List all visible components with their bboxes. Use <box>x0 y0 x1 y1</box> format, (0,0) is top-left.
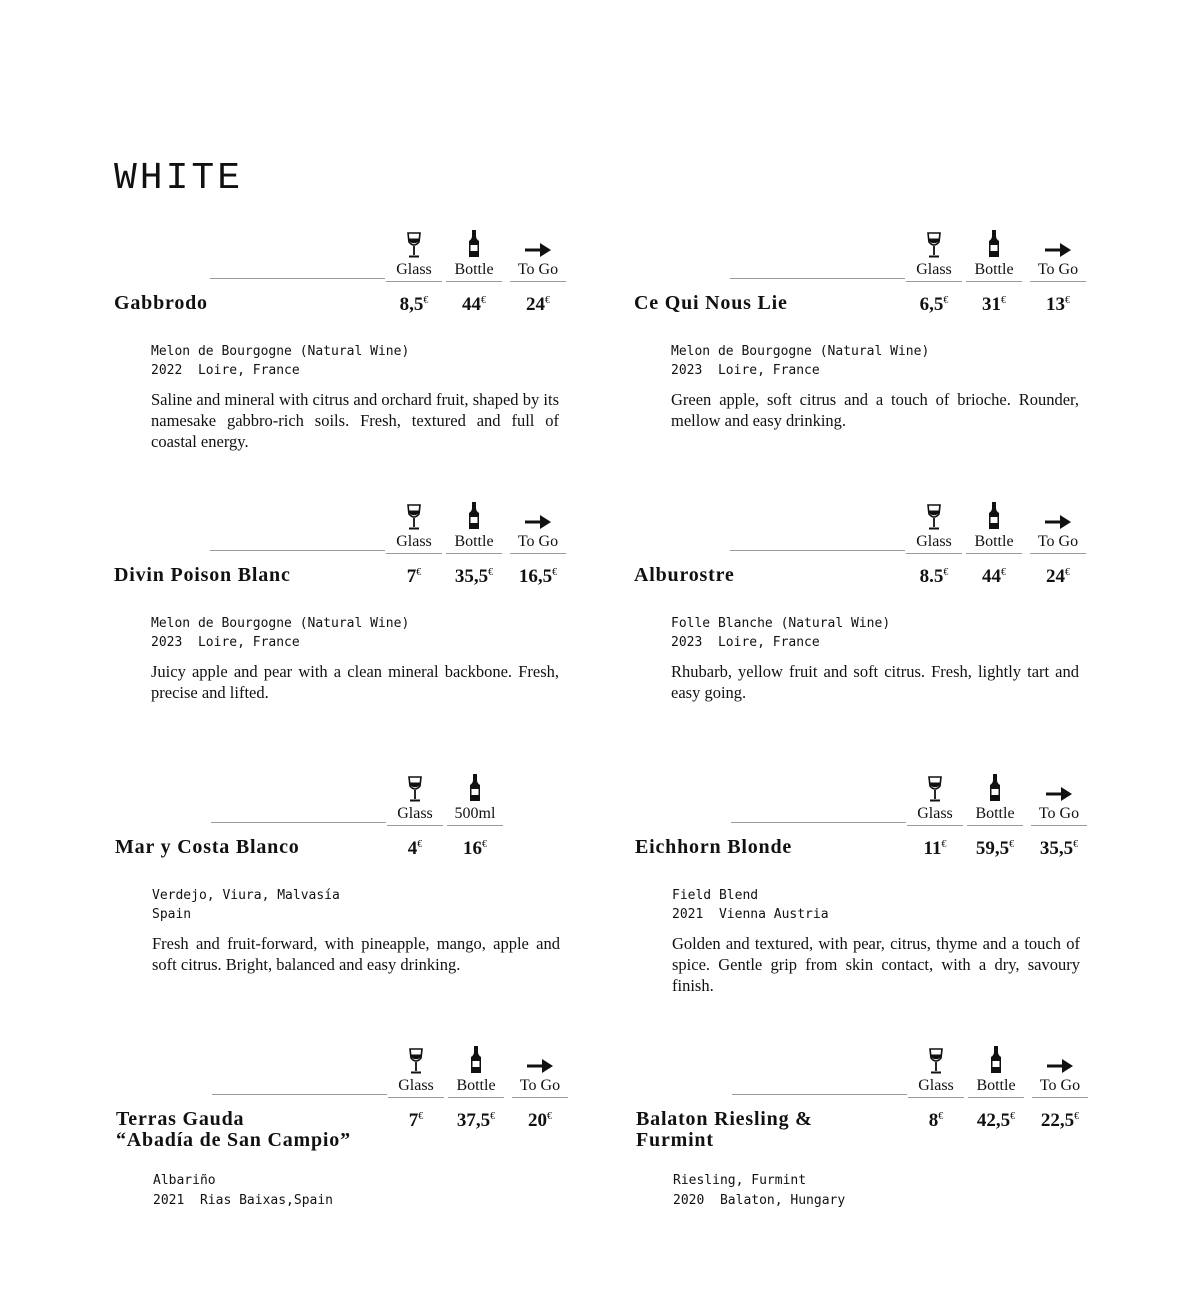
togo-price: 24€ <box>1046 566 1070 587</box>
grape-variety: Melon de Bourgogne (Natural Wine) <box>151 344 410 359</box>
glass-price: 7€ <box>406 566 422 587</box>
tasting-note: Juicy apple and pear with a clean mineral backbone. Fresh, precise and lifted. <box>151 662 559 702</box>
arrow-right-icon <box>1030 500 1086 530</box>
glass-label: Glass <box>906 532 962 554</box>
wine-name: Gabbrodo <box>114 292 208 314</box>
glass-price: 8,5€ <box>399 294 429 315</box>
togo-label: To Go <box>510 532 566 554</box>
glass-label: Glass <box>906 260 962 282</box>
glass-column <box>386 228 442 316</box>
bottle-column <box>446 500 502 588</box>
togo-column <box>510 228 566 316</box>
togo-column <box>1030 228 1086 316</box>
grape-variety: Folle Blanche (Natural Wine) <box>671 616 891 631</box>
wine-name <box>116 1109 391 1151</box>
glass-label: Glass <box>907 804 963 826</box>
wine-item-balaton-riesling-furmint <box>636 1044 1096 1294</box>
vintage-origin: 2022 Loire, France <box>151 363 300 378</box>
wine-item-eichhorn-blonde <box>635 772 1095 1022</box>
wine-glass-icon <box>906 228 962 258</box>
wine-name <box>636 1109 911 1151</box>
wine-item-ce-qui-nous-lie <box>634 228 1094 478</box>
bottle-label: Bottle <box>966 260 1022 282</box>
bottle-column <box>968 1044 1024 1132</box>
divider-rule <box>212 1094 387 1095</box>
bottle-price: 59,5€ <box>975 838 1015 859</box>
half-bottle-column <box>447 772 503 860</box>
togo-price: 20€ <box>528 1110 552 1131</box>
tasting-note: Rhubarb, yellow fruit and soft citrus. Fresh, lightly tart and easy going. <box>671 662 1079 702</box>
wine-name: Ce Qui Nous Lie <box>634 292 788 314</box>
glass-column <box>906 500 962 588</box>
glass-price: 7€ <box>408 1110 424 1131</box>
vintage-origin: 2021 Vienna Austria <box>672 907 829 922</box>
togo-label: To Go <box>1030 532 1086 554</box>
wine-item-mar-y-costa-blanco <box>115 772 575 1022</box>
togo-price: 22,5€ <box>1040 1110 1080 1131</box>
divider-rule <box>731 822 906 823</box>
divider-rule <box>730 550 905 551</box>
bottle-label: Bottle <box>446 260 502 282</box>
vintage-origin: 2021 Rias Baixas,Spain <box>153 1193 334 1208</box>
divider-rule <box>211 822 386 823</box>
bottle-label: Bottle <box>966 532 1022 554</box>
glass-column <box>908 1044 964 1132</box>
glass-column <box>386 500 442 588</box>
half-bottle-price: 16€ <box>463 838 487 859</box>
wine-glass-icon <box>387 772 443 802</box>
bottle-price: 37,5€ <box>456 1110 496 1131</box>
bottle-label: Bottle <box>967 804 1023 826</box>
bottle-price: 44€ <box>462 294 486 315</box>
wine-item-divin-poison-blanc <box>114 500 574 750</box>
bottle-column <box>966 228 1022 316</box>
glass-column <box>388 1044 444 1132</box>
tasting-note: Saline and mineral with citrus and orchard fruit, shaped by its namesake gabbro-rich soils. Fresh, textured and full of coastal energy. <box>151 390 559 451</box>
wine-name-line-1: Balaton Riesling & <box>636 1108 813 1130</box>
wine-bottle-icon <box>448 1044 504 1074</box>
bottle-price: 35,5€ <box>454 566 494 587</box>
wine-name: Alburostre <box>634 564 735 586</box>
divider-rule <box>732 1094 907 1095</box>
arrow-right-icon <box>1032 1044 1088 1074</box>
glass-column <box>906 228 962 316</box>
glass-price: 8.5€ <box>919 566 949 587</box>
wine-glass-icon <box>386 228 442 258</box>
wine-item-alburostre <box>634 500 1094 750</box>
wine-glass-icon <box>388 1044 444 1074</box>
wine-bottle-icon <box>966 500 1022 530</box>
tasting-note: Golden and textured, with pear, citrus, thyme and a touch of spice. Gentle grip from skin contact, with a dry, savoury finish. <box>672 934 1080 995</box>
glass-label: Glass <box>908 1076 964 1098</box>
wine-glass-icon <box>906 500 962 530</box>
togo-price: 13€ <box>1046 294 1070 315</box>
divider-rule <box>210 278 385 279</box>
grape-variety: Melon de Bourgogne (Natural Wine) <box>151 616 410 631</box>
arrow-right-icon <box>512 1044 568 1074</box>
glass-price: 6,5€ <box>919 294 949 315</box>
bottle-label: Bottle <box>446 532 502 554</box>
vintage-origin: 2023 Loire, France <box>151 635 300 650</box>
wine-name: Divin Poison Blanc <box>114 564 291 586</box>
wine-glass-icon <box>908 1044 964 1074</box>
vintage-origin: 2023 Loire, France <box>671 363 820 378</box>
bottle-column <box>446 228 502 316</box>
wine-item-terras-gauda <box>116 1044 576 1294</box>
togo-price: 16,5€ <box>518 566 558 587</box>
wine-bottle-icon <box>968 1044 1024 1074</box>
togo-label: To Go <box>1030 260 1086 282</box>
togo-label: To Go <box>512 1076 568 1098</box>
wine-bottle-icon <box>446 228 502 258</box>
glass-label: Glass <box>386 532 442 554</box>
togo-price: 24€ <box>526 294 550 315</box>
glass-label: Glass <box>386 260 442 282</box>
togo-label: To Go <box>1032 1076 1088 1098</box>
tasting-note: Green apple, soft citrus and a touch of brioche. Rounder, mellow and easy drinking. <box>671 390 1079 430</box>
glass-price: 8€ <box>928 1110 944 1131</box>
togo-column <box>1030 500 1086 588</box>
bottle-price: 44€ <box>982 566 1006 587</box>
divider-rule <box>210 550 385 551</box>
wine-bottle-icon <box>966 228 1022 258</box>
bottle-column <box>966 500 1022 588</box>
arrow-right-icon <box>1030 228 1086 258</box>
bottle-price: 42,5€ <box>976 1110 1016 1131</box>
wine-bottle-icon <box>446 500 502 530</box>
half-bottle-label: 500ml <box>447 804 503 826</box>
grape-variety: Albariño <box>153 1173 216 1188</box>
arrow-right-icon <box>510 228 566 258</box>
grape-variety: Riesling, Furmint <box>673 1173 807 1188</box>
wine-name: Eichhorn Blonde <box>635 836 793 858</box>
page-title: WHITE <box>114 157 244 200</box>
togo-column <box>512 1044 568 1132</box>
arrow-right-icon <box>510 500 566 530</box>
tasting-note: Fresh and fruit-forward, with pineapple, mango, apple and soft citrus. Bright, balanced and easy drinking. <box>152 934 560 974</box>
wine-name-line-2: “Abadía de San Campio” <box>116 1129 351 1151</box>
wine-glass-icon <box>386 500 442 530</box>
vintage-origin: 2023 Loire, France <box>671 635 820 650</box>
vintage-origin: 2020 Balaton, Hungary <box>673 1193 846 1208</box>
glass-label: Glass <box>387 804 443 826</box>
vintage-origin: Spain <box>152 907 192 922</box>
wine-glass-icon <box>907 772 963 802</box>
wine-bottle-icon <box>967 772 1023 802</box>
grape-variety: Melon de Bourgogne (Natural Wine) <box>671 344 930 359</box>
bottle-price: 31€ <box>982 294 1006 315</box>
wine-item-gabbrodo <box>114 228 574 478</box>
grape-variety: Verdejo, Viura, Malvasía <box>152 888 340 903</box>
bottle-column <box>967 772 1023 860</box>
wine-name-line-1: Terras Gauda <box>116 1108 245 1130</box>
togo-label: To Go <box>510 260 566 282</box>
togo-column <box>510 500 566 588</box>
arrow-right-icon <box>1031 772 1087 802</box>
bottle-column <box>448 1044 504 1132</box>
bottle-label: Bottle <box>448 1076 504 1098</box>
wine-name-line-2: Furmint <box>636 1129 714 1151</box>
togo-price: 35,5€ <box>1039 838 1079 859</box>
togo-column <box>1032 1044 1088 1132</box>
glass-price: 11€ <box>923 838 947 859</box>
glass-label: Glass <box>388 1076 444 1098</box>
divider-rule <box>730 278 905 279</box>
bottle-label: Bottle <box>968 1076 1024 1098</box>
togo-column <box>1031 772 1087 860</box>
grape-variety: Field Blend <box>672 888 759 903</box>
wine-bottle-icon <box>447 772 503 802</box>
glass-price: 4€ <box>407 838 423 859</box>
togo-label: To Go <box>1031 804 1087 826</box>
glass-column <box>387 772 443 860</box>
glass-column <box>907 772 963 860</box>
wine-name: Mar y Costa Blanco <box>115 836 300 858</box>
